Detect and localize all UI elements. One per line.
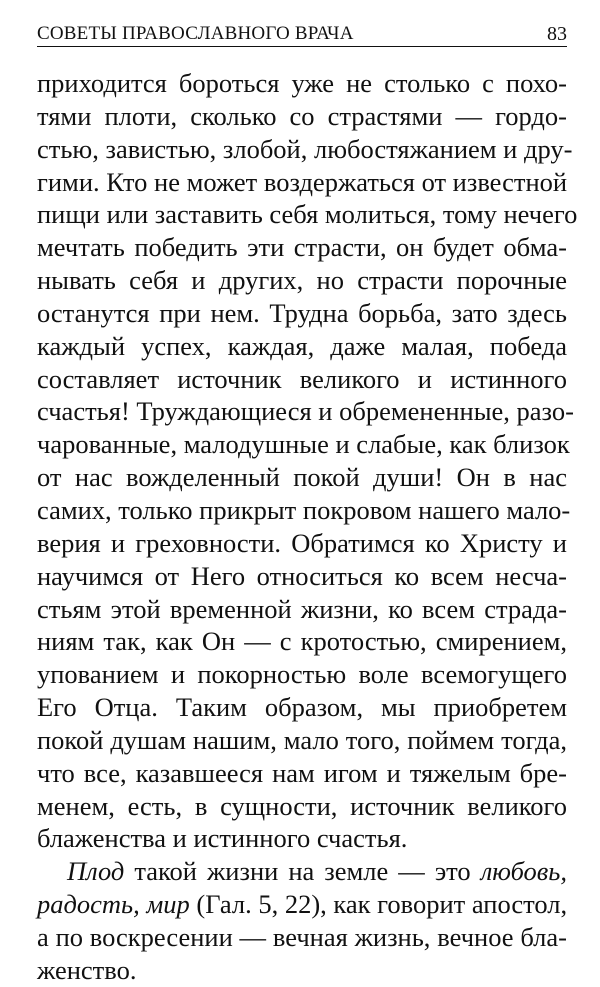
italic-term: любовь, [480,856,567,887]
text-line: составляет источник великого и истинного [37,363,567,394]
text-line: самих, только прикрыт покровом нашего мало- [37,494,571,525]
text-line: женство. [37,954,137,985]
body-text [37,67,578,987]
text-line: стьям этой временной жизни, ко всем страда- [37,593,567,624]
text-line: тями плоти, сколько со страстями — гордо- [37,100,567,131]
text-line: научимся от Него относиться ко всем несча- [37,560,567,591]
paragraph-1 [37,67,578,855]
text-line: стью, завистью, злобой, любостяжанием и дру- [37,133,573,164]
text-line: верия и греховности. Обратимся ко Христу и [37,527,567,558]
text-line: пищи или заставить себя молиться, тому нечего [37,199,578,230]
italic-term: Плод [67,856,125,887]
text-line: упованием и покорностью воле всемогущего [37,659,567,690]
text-line: менем, есть, в сущности, источник великого [37,790,567,821]
running-head [37,22,567,47]
text-line: от нас вожделенный покой души! Он в нас [37,462,567,493]
text-line: чарованные, малодушные и слабые, как близок [37,429,570,460]
text-line: покой душам нашим, мало того, поймем тогда, [37,724,567,755]
text-run: такой жизни на земле — это [124,856,481,887]
text-line: что все, казавшееся нам игом и тяжелым бре- [37,757,567,788]
text-line: мечтать победить эти страсти, он будет обма- [37,232,567,263]
text-line [37,888,567,921]
page-number: 83 [547,23,567,45]
text-line: нывать себя и других, но страсти порочные [37,265,567,296]
text-line: а по воскресении — вечная жизнь, вечное бла- [37,921,567,952]
text-line: блаженства и истинного счастья. [37,823,408,854]
text-line: приходится бороться уже не столько с похо- [37,68,567,98]
italic-term: радость, мир [37,889,190,920]
running-title: СОВЕТЫ ПРАВОСЛАВНОГО ВРАЧА [37,23,354,44]
text-line: Его Отца. Таким образом, мы приобретем [37,692,567,723]
text-line: останутся при нем. Трудна борьба, зато здесь [37,297,567,328]
text-line: гими. Кто не может воздержаться от известной [37,166,568,197]
text-line [37,855,567,888]
text-line: ниям так, как Он — с кротостью, смирением, [37,626,567,657]
paragraph-2 [37,855,567,986]
text-run: (Гал. 5, 22), как говорит апостол, [189,889,568,920]
text-line: каждый успех, каждая, даже малая, победа [37,330,567,361]
text-line: счастья! Труждающиеся и обремененные, разо- [37,396,574,427]
